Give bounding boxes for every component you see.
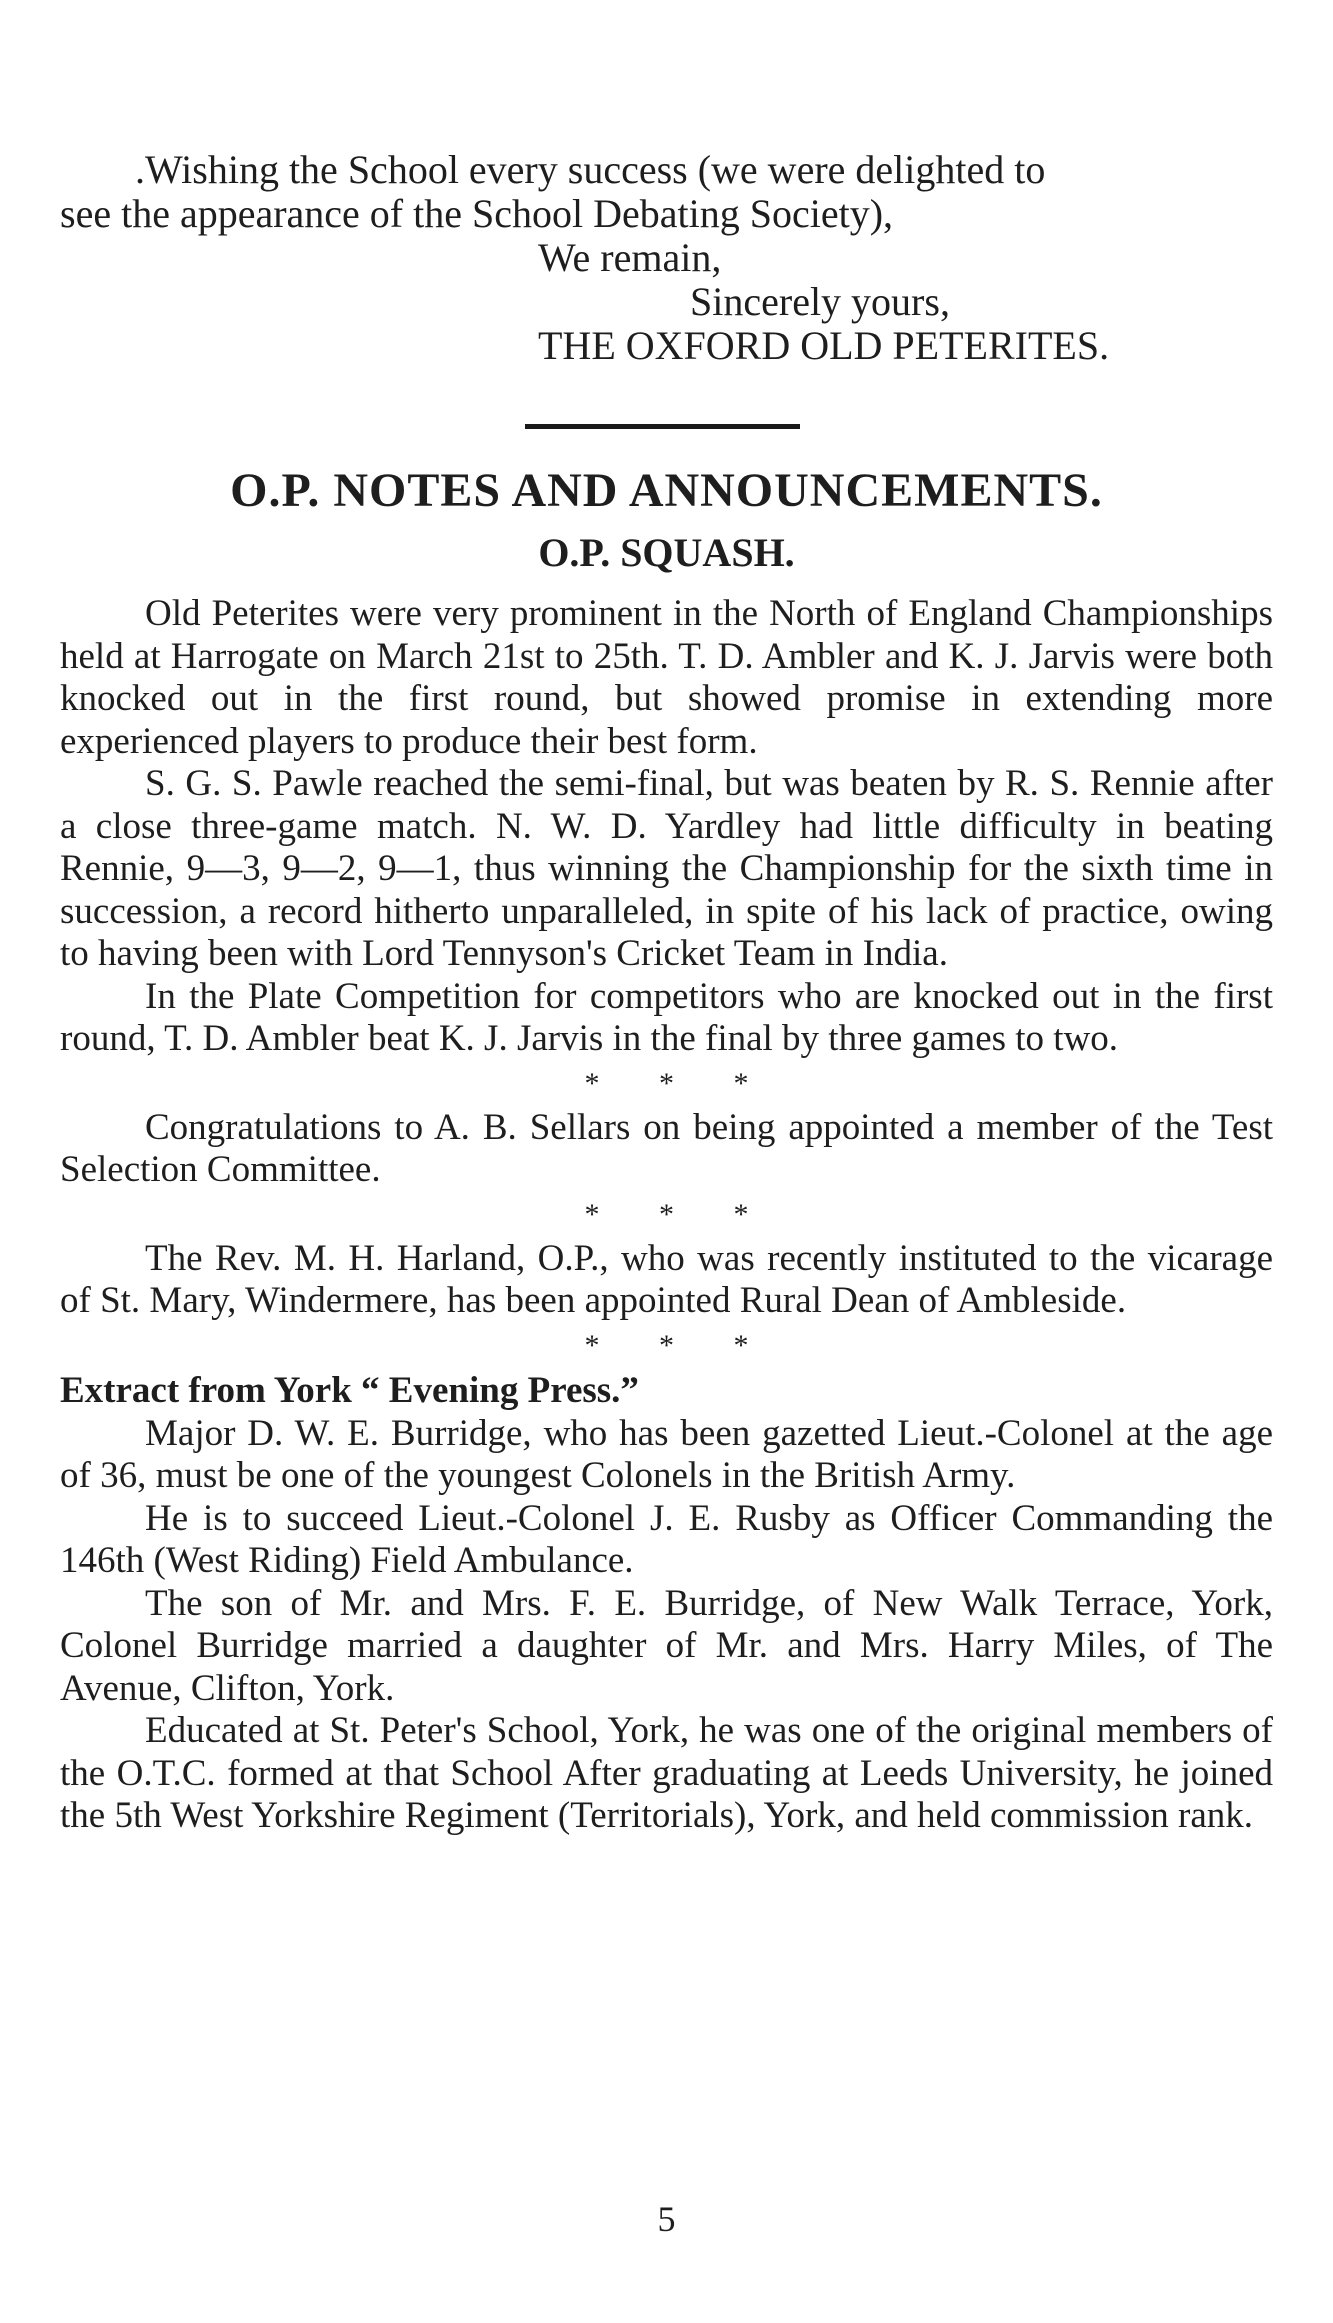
section-heading: O.P. NOTES AND ANNOUNCEMENTS. [230, 464, 1103, 517]
letter-sincerely: Sincerely yours, [690, 279, 950, 324]
harland-paragraph: The Rev. M. H. Harland, O.P., who was recently instituted to the vicarage of St. Mary, Windermere, has been appointed Rural Dean of Ambleside. [60, 1237, 1273, 1321]
squash-paragraph-2: S. G. S. Pawle reached the semi-final, but was beaten by R. S. Rennie after a close three-game match. N. W. D. Yardley had little difficulty in beating Rennie, 9—3, 9—2, 9—1, thus winning the Championship for the sixth time in succession, a record hitherto unparalleled, in spite of his lack of practice, owing to having been with Lord Tennyson's Cricket Team in India. [60, 763, 1273, 974]
squash-paragraph-3: In the Plate Competition for competitors who are knocked out in the first round, T. D. Ambler beat K. J. Jarvis in the final by three games to two. [60, 975, 1273, 1059]
extract-paragraph-4: Educated at St. Peter's School, York, he was one of the original members of the O.T.C. formed at that School After graduating at Leeds University, he joined the 5th West Yorkshire Regiment (Territorials), York, and held commission rank. [60, 1710, 1273, 1836]
separator-stars: * * * [584, 1066, 775, 1100]
section-divider-rule [525, 424, 800, 429]
separator-stars: * * * [584, 1328, 775, 1362]
extract-paragraph-3: The son of Mr. and Mrs. F. E. Burridge, of New Walk Terrace, York, Colonel Burridge married a daughter of Mr. and Mrs. Harry Miles, of The Avenue, Clifton, York. [60, 1582, 1273, 1709]
letter-signature: THE OXFORD OLD PETERITES. [538, 323, 1110, 368]
letter-closing [60, 148, 1273, 368]
letter-valediction: We remain, [538, 235, 722, 280]
squash-subheading: O.P. SQUASH. [538, 530, 795, 575]
extract-paragraph-1: Major D. W. E. Burridge, who has been gazetted Lieut.-Colonel at the age of 36, must be one of the youngest Colonels in the British Army. [60, 1412, 1273, 1496]
separator-stars: * * * [584, 1197, 775, 1231]
extract-paragraph-2: He is to succeed Lieut.-Colonel J. E. Rusby as Officer Commanding the 146th (West Riding) Field Ambulance. [60, 1497, 1273, 1581]
letter-line-2: see the appearance of the School Debating Society), [60, 191, 894, 236]
squash-paragraph-1: Old Peterites were very prominent in the North of England Championships held at Harrogate on March 21st to 25th. T. D. Ambler and K. J. Jarvis were both knocked out in the first round, but showed promise in extending more experienced players to produce their best form. [60, 593, 1273, 762]
sellars-paragraph: Congratulations to A. B. Sellars on being appointed a member of the Test Selection Committee. [60, 1106, 1273, 1190]
extract-title: Extract from York “ Evening Press.” [60, 1369, 639, 1411]
page-number: 5 [657, 2199, 676, 2239]
letter-line-1: .Wishing the School every success (we were delighted to [135, 147, 1046, 192]
page-body [60, 148, 1273, 1838]
